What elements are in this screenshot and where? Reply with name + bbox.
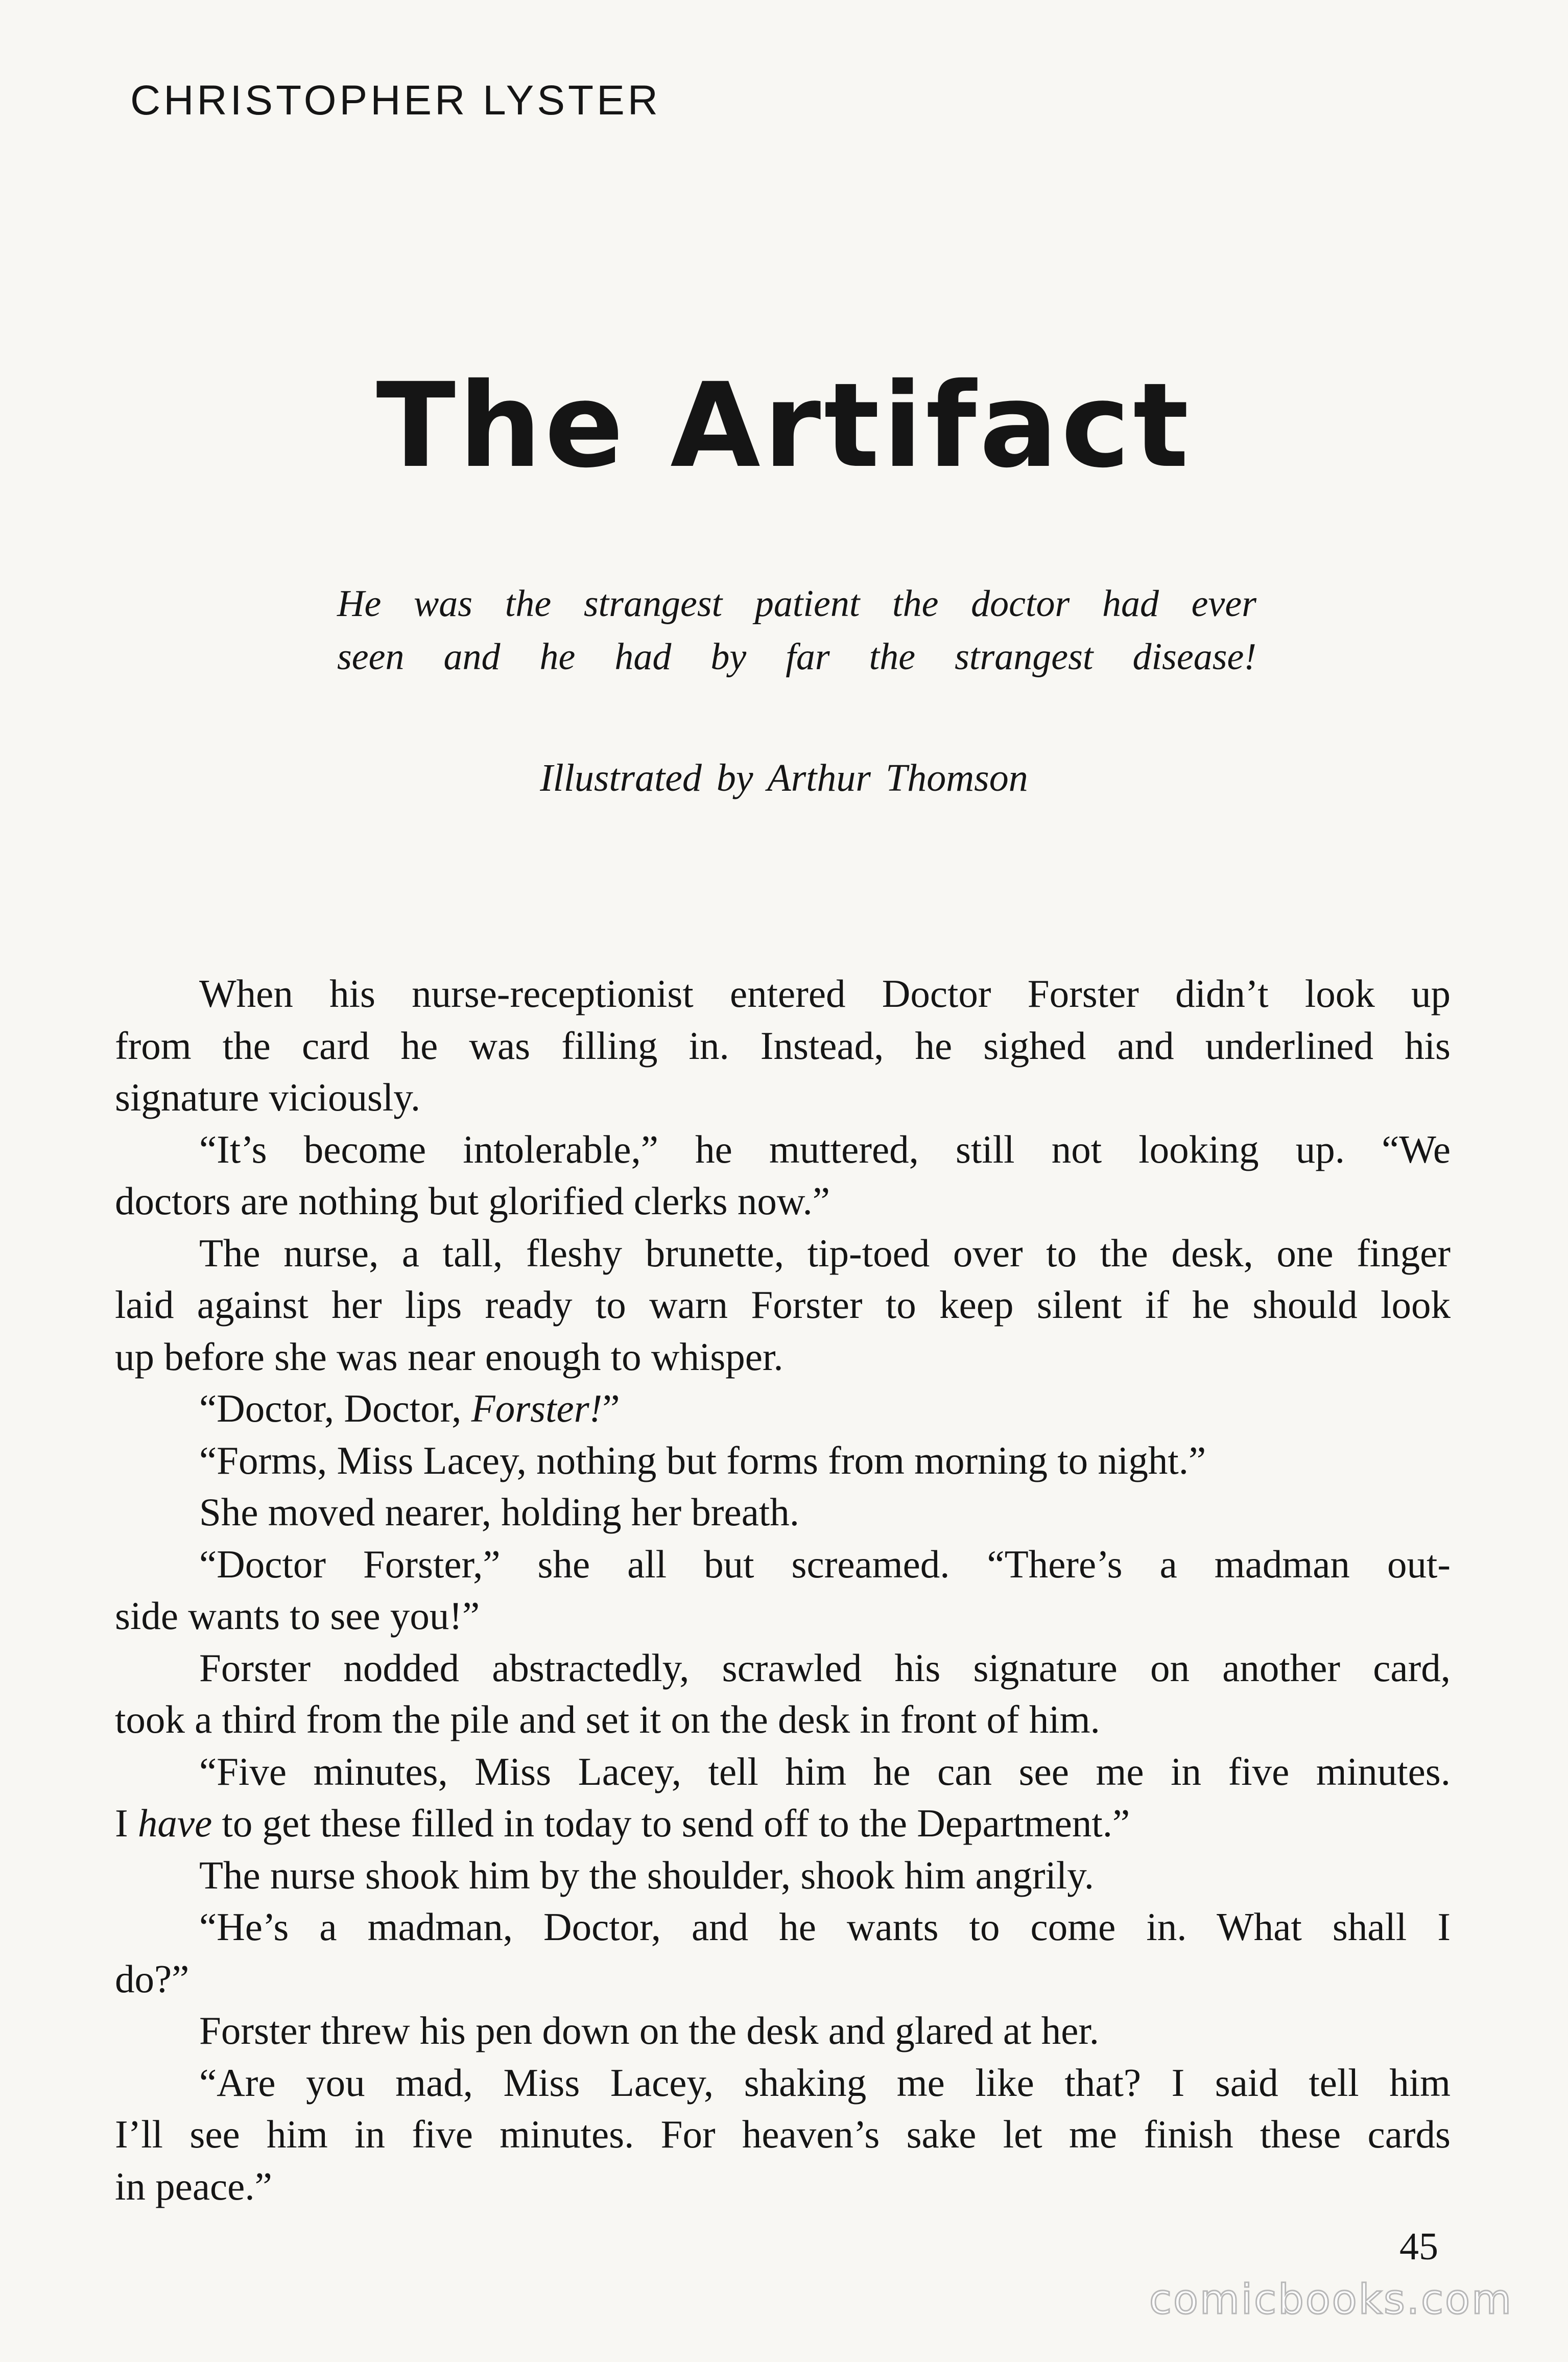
- blurb-line: seen and he had by far the strangest disease!: [337, 636, 1256, 678]
- body-text-line: from the card he was filling in. Instead, he sighed and underlined his: [115, 1023, 1451, 1068]
- page-number: 45: [1399, 2225, 1438, 2268]
- body-text-line: “It’s become intolerable,” he muttered, still not looking up. “We: [199, 1127, 1451, 1171]
- body-text-line: Forster threw his pen down on the desk and glared at her.: [199, 2009, 1100, 2052]
- body-text-line: doctors are nothing but glorified clerks now.”: [115, 1179, 830, 1223]
- body-text-line: “Are you mad, Miss Lacey, shaking me like that? I said tell him: [199, 2060, 1451, 2105]
- blurb-line: He was the strangest patient the doctor had ever: [337, 583, 1256, 625]
- body-text-line: side wants to see you!”: [115, 1594, 480, 1638]
- body-text-line: up before she was near enough to whisper.: [115, 1334, 783, 1379]
- body-text-line: I’ll see him in five minutes. For heaven’s sake let me finish these cards: [115, 2112, 1451, 2156]
- body-text-line: signature viciously.: [115, 1075, 421, 1119]
- body-text-line: took a third from the pile and set it on the desk in front of him.: [115, 1697, 1100, 1741]
- story-body: [115, 968, 1451, 2212]
- body-text-line: Forster nodded abstractedly, scrawled his signature on another card,: [199, 1645, 1451, 1690]
- body-text-line: I have to get these filled in today to send off to the Department.”: [115, 1801, 1130, 1845]
- body-text-line: “Doctor, Doctor, Forster!”: [199, 1386, 620, 1430]
- body-text-line: She moved nearer, holding her breath.: [199, 1490, 800, 1534]
- body-text-line: laid against her lips ready to warn Forster to keep silent if he should look: [115, 1283, 1451, 1327]
- body-text-line: do?”: [115, 1956, 189, 2001]
- body-text-line: When his nurse-receptionist entered Doctor Forster didn’t look up: [199, 972, 1451, 1015]
- story-title: The Artifact: [376, 358, 1192, 493]
- body-text-line: “Five minutes, Miss Lacey, tell him he can see me in five minutes.: [199, 1749, 1451, 1793]
- body-text-line: The nurse shook him by the shoulder, shook him angrily.: [199, 1853, 1095, 1897]
- illustrator-credit: Illustrated by Arthur Thomson: [540, 757, 1028, 799]
- story-blurb: [337, 577, 1256, 683]
- author-name: CHRISTOPHER LYSTER: [130, 77, 661, 124]
- body-text-line: “Forms, Miss Lacey, nothing but forms from morning to night.”: [199, 1438, 1206, 1482]
- watermark-logo: comicbooks.com: [1149, 2276, 1513, 2323]
- body-text-line: The nurse, a tall, fleshy brunette, tip-toed over to the desk, one finger: [199, 1231, 1451, 1275]
- body-text-line: “Doctor Forster,” she all but screamed. “There’s a madman out-: [199, 1542, 1451, 1586]
- body-text-line: “He’s a madman, Doctor, and he wants to come in. What shall I: [199, 1905, 1451, 1949]
- body-text-line: in peace.”: [115, 2164, 272, 2208]
